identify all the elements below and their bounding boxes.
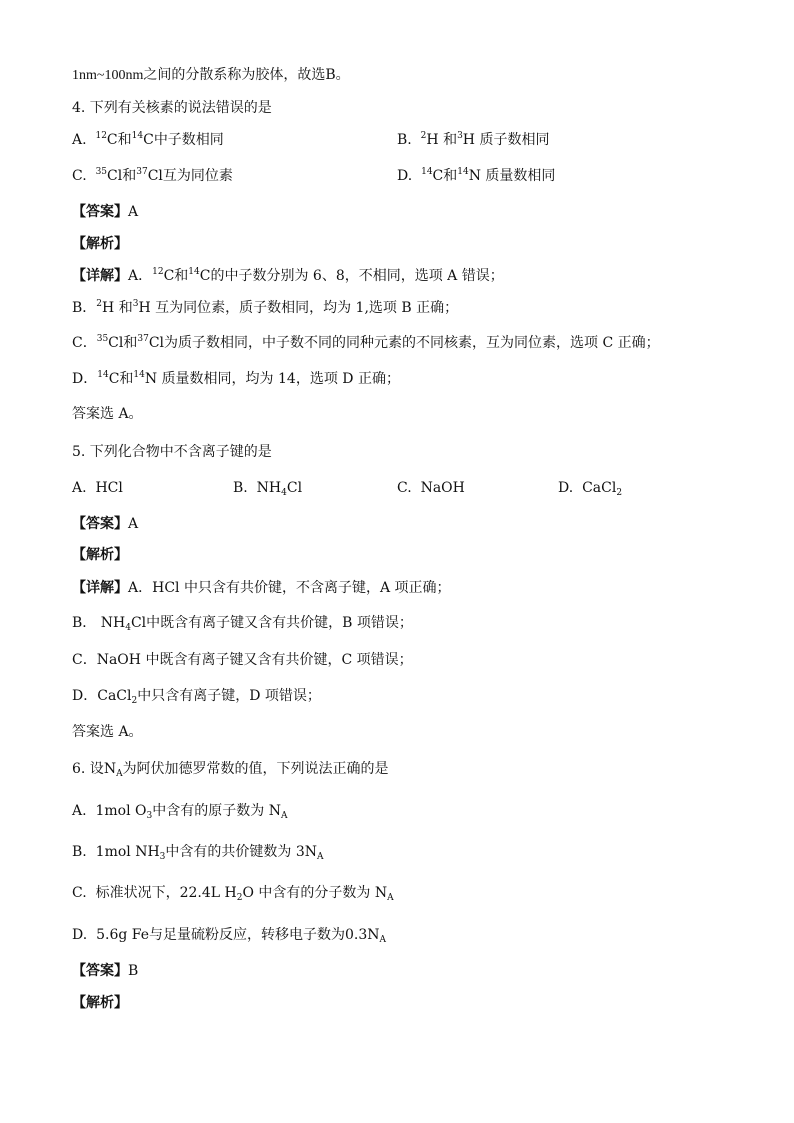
option-letter: D. — [397, 168, 413, 184]
stem-text: 6. 设 — [72, 761, 104, 777]
mass-number: 3 — [457, 131, 463, 141]
mass-number: 35 — [96, 334, 109, 344]
q4-conclusion: 答案选 A。 — [72, 406, 143, 422]
conj: 和 — [118, 300, 133, 316]
q4-analysis-tag: 【解析】 — [72, 236, 128, 252]
element: C — [143, 132, 154, 148]
intro-line — [72, 66, 350, 85]
detail-tag: 【详解】 — [72, 268, 128, 284]
element: Cl — [108, 335, 124, 351]
option-text: 中含有的原子数为 — [152, 803, 265, 819]
mass-number: 12 — [95, 131, 107, 141]
mass-number: 14 — [133, 370, 145, 380]
mass-number: 12 — [152, 267, 164, 277]
conj: 和 — [122, 168, 137, 184]
option-letter: A. — [72, 132, 87, 148]
option-text: 互为同位素 — [162, 168, 233, 184]
mass-number: 2 — [420, 131, 427, 141]
mass-number: 3 — [132, 299, 139, 309]
option-text: 1mol NH — [95, 844, 160, 860]
q4-option-d — [397, 167, 555, 185]
q5-detail-line-1 — [72, 579, 451, 597]
detail-prefix: B． — [72, 300, 97, 316]
q4-detail-line-4 — [72, 370, 400, 388]
subscript: A — [280, 811, 288, 821]
option-letter: C. — [397, 480, 412, 496]
subscript: 3 — [159, 852, 166, 862]
intro-range: 1nm~100nm — [72, 68, 144, 83]
option-letter: C. — [72, 168, 87, 184]
symbol: N — [103, 761, 117, 777]
answer-tag: 【答案】 — [72, 963, 128, 979]
intro-text: 之间的分散系称为胶体，故选 — [143, 67, 326, 83]
q5-option-c — [397, 479, 465, 497]
detail-prefix: D． — [72, 688, 98, 704]
subscript: 3 — [146, 811, 153, 821]
q6-option-d — [72, 926, 386, 944]
element: C — [163, 268, 175, 284]
subscript: 2 — [616, 488, 623, 498]
mass-number: 14 — [188, 267, 200, 277]
mass-number: 14 — [131, 131, 144, 141]
mass-number: 37 — [136, 167, 148, 177]
formula: Cl — [286, 480, 303, 496]
q5-stem: 5. 下列化合物中不含离子键的是 — [72, 444, 272, 460]
q4-detail-line-3 — [72, 334, 660, 352]
answer-value: A — [128, 204, 139, 220]
option-letter: B. — [233, 480, 248, 496]
mass-number: 37 — [137, 334, 149, 344]
element: Cl — [107, 168, 123, 184]
option-text: 5.6g Fe — [96, 927, 150, 943]
symbol: 3N — [295, 844, 318, 860]
option-letter: C. — [72, 885, 87, 901]
detail-text: 中只含有离子键，D 项错误； — [137, 688, 321, 704]
mass-number: 14 — [421, 167, 433, 177]
option-text: 中子数相同 — [153, 132, 224, 148]
detail-text: A．HCl 中只含有共价键，不含离子键，A 项正确； — [128, 580, 451, 596]
q6-option-a — [72, 802, 287, 820]
detail-prefix: A． — [128, 268, 153, 284]
q5-conclusion: 答案选 A。 — [72, 724, 143, 740]
subscript: 4 — [125, 623, 131, 633]
element: N — [468, 168, 481, 184]
conj: 和 — [174, 268, 189, 284]
q5-detail-line-3: C．NaOH 中既含有离子键又含有共价键，C 项错误； — [72, 652, 413, 668]
detail-prefix: D． — [72, 371, 98, 387]
q6-stem — [72, 760, 389, 778]
mass-number: 2 — [96, 299, 103, 309]
intro-choice: B。 — [325, 67, 350, 83]
q4-detail-line-2 — [72, 299, 458, 317]
detail-text: 互为同位素，质子数相同，均为 1,选项 B 正确； — [155, 300, 459, 316]
mass-number: 14 — [97, 370, 109, 380]
formula: NaOH — [420, 480, 465, 496]
q5-detail-line-2 — [72, 614, 413, 632]
q5-detail-line-4 — [72, 687, 321, 705]
option-text: 与足量硫粉反应，转移电子数为 — [149, 927, 346, 943]
subscript: 2 — [236, 893, 243, 903]
conj: 和 — [123, 335, 138, 351]
option-text: 标准状况下，22.4L H — [95, 885, 237, 901]
subscript: 4 — [281, 488, 287, 498]
q5-analysis-tag: 【解析】 — [72, 547, 128, 563]
detail-prefix: B． — [72, 615, 97, 631]
formula: HCl — [95, 480, 123, 496]
element: N — [144, 371, 158, 387]
q4-detail-line-1 — [72, 267, 504, 285]
element: C — [199, 268, 211, 284]
q5-option-a — [72, 479, 123, 497]
symbol: N — [268, 803, 281, 819]
formula: NH — [256, 480, 282, 496]
detail-prefix: C． — [72, 335, 97, 351]
element: C — [106, 132, 118, 148]
q6-option-c — [72, 884, 394, 902]
answer-tag: 【答案】 — [72, 204, 128, 220]
subscript: A — [379, 935, 387, 945]
q6-analysis-tag: 【解析】 — [72, 995, 128, 1011]
option-letter: A. — [72, 480, 87, 496]
conj: 和 — [117, 132, 132, 148]
detail-tag: 【详解】 — [72, 580, 128, 596]
option-letter: B. — [72, 844, 87, 860]
element: Cl — [148, 335, 165, 351]
q4-stem: 4. 下列有关核素的说法错误的是 — [72, 100, 272, 116]
detail-text: 中既含有离子键又含有共价键，B 项错误； — [146, 615, 413, 631]
formula: CaCl — [582, 480, 617, 496]
conj: 和 — [443, 132, 458, 148]
option-letter: B. — [397, 132, 412, 148]
subscript: 2 — [131, 696, 138, 706]
detail-text: 为质子数相同，中子数不同的同种元素的不同核素，互为同位素，选项 C 正确； — [164, 335, 660, 351]
answer-value: A — [128, 516, 139, 532]
q4-option-a — [72, 131, 224, 149]
formula: NH — [100, 615, 126, 631]
element: H — [426, 132, 439, 148]
conj: 和 — [119, 371, 134, 387]
stem-text: 为阿伏加德罗常数的值，下列说法正确的是 — [122, 761, 389, 777]
mass-number: 14 — [457, 167, 469, 177]
element: Cl — [147, 168, 163, 184]
q4-option-c — [72, 167, 233, 185]
element: C — [432, 168, 444, 184]
q4-option-b — [397, 131, 549, 149]
q5-option-b — [233, 479, 302, 497]
q6-answer — [72, 962, 138, 980]
option-text: 质量数相同 — [485, 168, 556, 184]
detail-text: 的中子数分别为 6、8，不相同，选项 A 错误； — [210, 268, 504, 284]
formula: Cl — [130, 615, 147, 631]
subscript: A — [317, 852, 324, 862]
q4-answer — [72, 203, 138, 221]
element: H — [138, 300, 151, 316]
symbol: 0.3N — [345, 927, 380, 943]
q5-answer — [72, 515, 138, 533]
option-letter: A. — [72, 803, 87, 819]
symbol: N — [374, 885, 388, 901]
formula: CaCl — [97, 688, 132, 704]
option-text: 质子数相同 — [479, 132, 550, 148]
mass-number: 35 — [95, 167, 108, 177]
option-text: 1mol O — [95, 803, 147, 819]
answer-tag: 【答案】 — [72, 516, 128, 532]
element: H — [102, 300, 115, 316]
option-text: 中含有的共价键数为 — [165, 844, 292, 860]
conj: 和 — [443, 168, 458, 184]
subscript: A — [116, 769, 123, 779]
q5-option-d — [558, 479, 622, 497]
option-letter: D. — [72, 927, 88, 943]
q6-option-b — [72, 843, 324, 861]
detail-text: 质量数相同，均为 14，选项 D 正确； — [161, 371, 400, 387]
element: C — [108, 371, 120, 387]
element: H — [462, 132, 476, 148]
option-letter: D. — [558, 480, 574, 496]
subscript: A — [387, 893, 394, 903]
option-text: O 中含有的分子数为 — [242, 885, 371, 901]
answer-value: B — [128, 963, 139, 979]
